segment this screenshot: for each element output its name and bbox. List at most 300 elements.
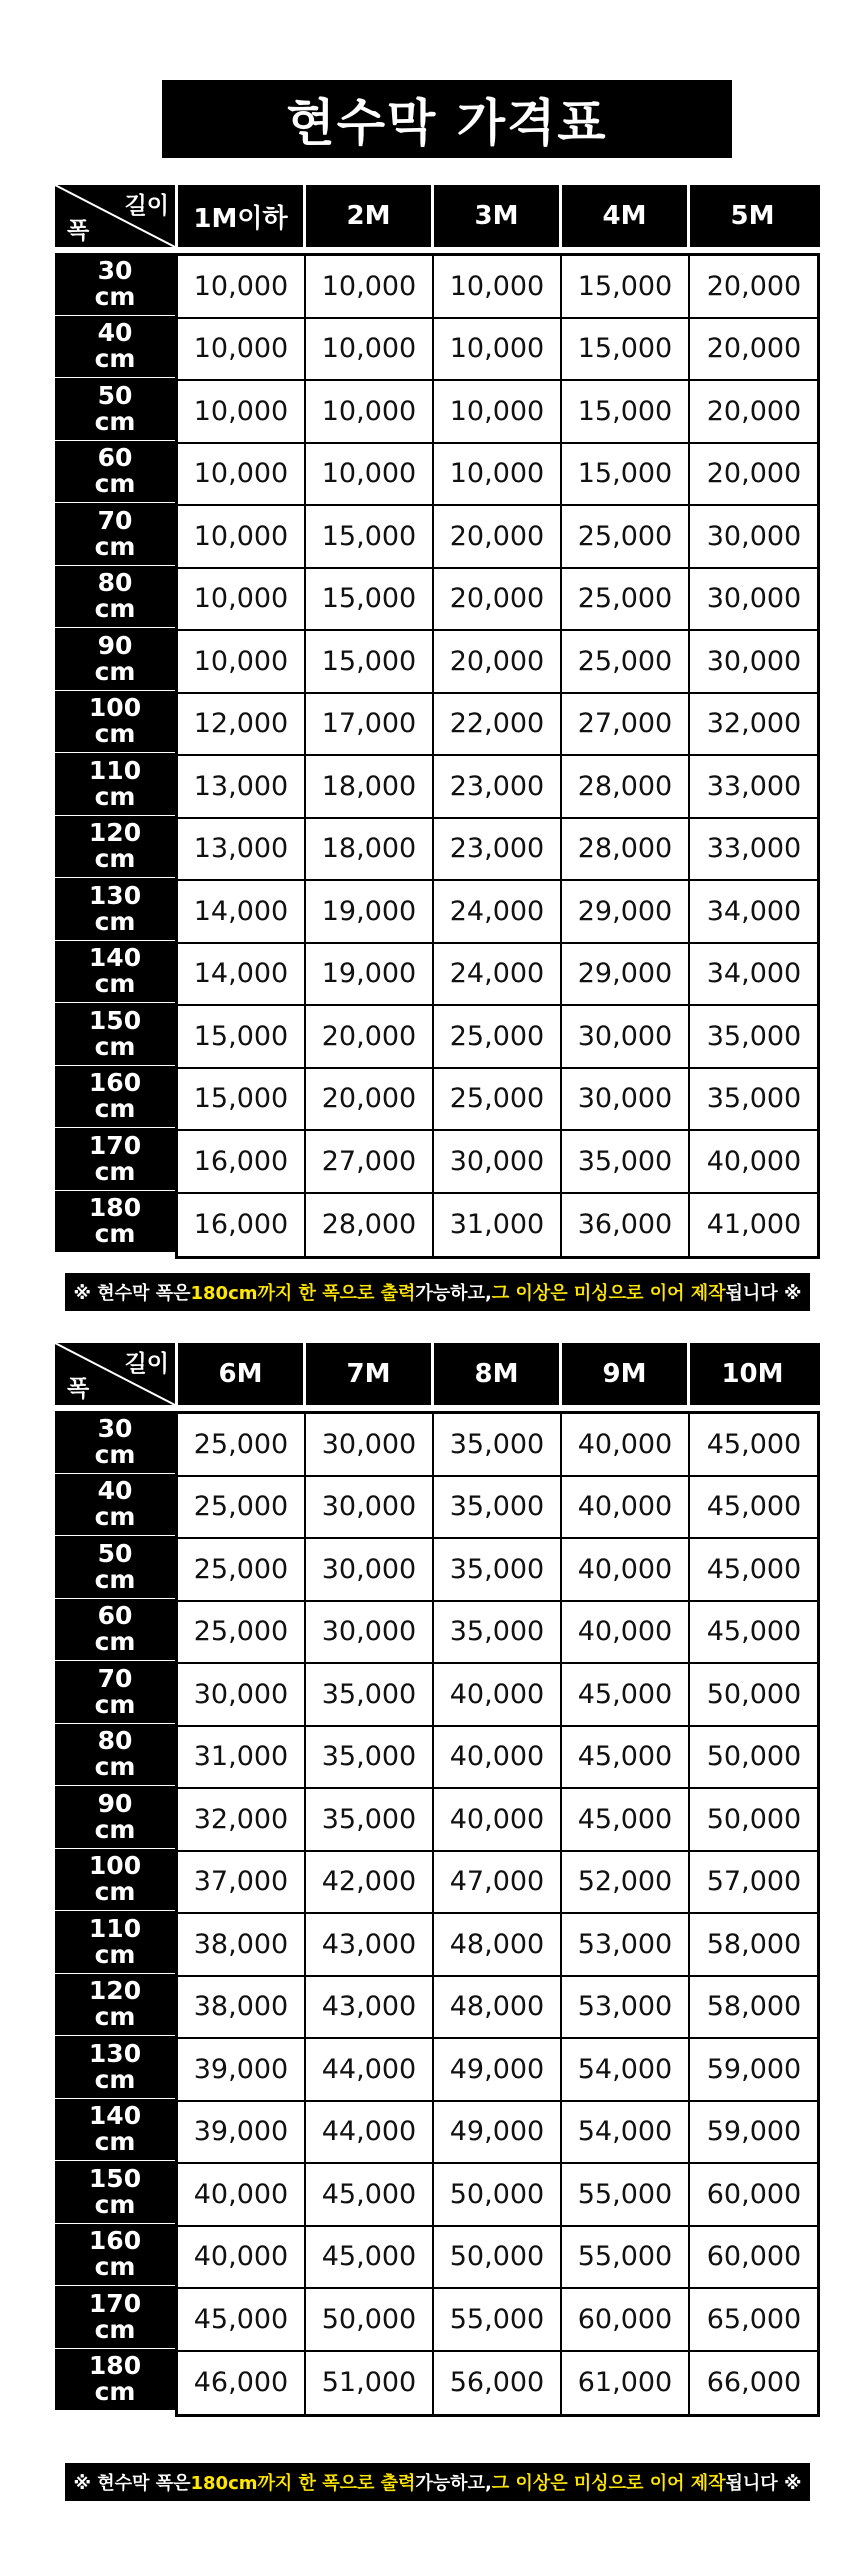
- corner-header: [55, 1343, 175, 1405]
- price-cell: 16,000: [178, 1131, 306, 1192]
- price-cell: 40,000: [434, 1664, 562, 1725]
- table-row: [178, 2164, 817, 2227]
- row-header-width: 70: [97, 1663, 133, 1693]
- price-cell: 30,000: [306, 1477, 434, 1538]
- row-header: [55, 753, 175, 816]
- table-row: [178, 444, 817, 507]
- row-header-unit: cm: [94, 2252, 136, 2282]
- price-cell: 25,000: [562, 506, 690, 567]
- notice-text: 됩니다 ※: [725, 2473, 802, 2494]
- price-cell: 35,000: [434, 1539, 562, 1600]
- price-cell: 10,000: [178, 506, 306, 567]
- price-cell: 45,000: [306, 2164, 434, 2225]
- notice-text: ※ 현수막 폭은: [73, 2473, 191, 2494]
- row-header: [55, 566, 175, 629]
- row-header: [55, 1599, 175, 1662]
- row-header: [55, 316, 175, 379]
- row-header-unit: cm: [94, 1814, 136, 1844]
- row-header-unit: cm: [94, 1627, 136, 1657]
- price-cell: 40,000: [178, 2164, 306, 2225]
- price-cell: 28,000: [562, 756, 690, 817]
- price-cell: 15,000: [562, 381, 690, 442]
- row-header-width: 180: [88, 2351, 142, 2381]
- price-cell: 35,000: [306, 1727, 434, 1788]
- price-cell: 45,000: [562, 1727, 690, 1788]
- price-cell: 50,000: [706, 1741, 802, 1773]
- row-header-width: 80: [97, 1726, 133, 1756]
- price-cell: 37,000: [178, 1852, 306, 1913]
- row-header-unit: cm: [94, 1502, 136, 1532]
- table-row: [178, 1131, 817, 1194]
- price-cell: 40,000: [178, 2227, 306, 2288]
- row-header-width: 170: [88, 2288, 142, 2318]
- price-cell: 55,000: [562, 2227, 690, 2288]
- column-header-row: [55, 185, 820, 247]
- row-header-width: 150: [88, 2163, 142, 2193]
- price-cell: 50,000: [706, 1803, 802, 1835]
- price-cell: 60,000: [706, 2178, 802, 2210]
- price-cell: 30,000: [306, 1414, 434, 1475]
- column-header: 2M: [303, 185, 431, 247]
- row-header-width: 120: [88, 818, 142, 848]
- row-header-unit: cm: [94, 719, 136, 749]
- price-cell: 30,000: [306, 1602, 434, 1663]
- price-cell: 31,000: [178, 1727, 306, 1788]
- price-cell: 40,000: [562, 1414, 690, 1475]
- corner-length-label: 길이: [124, 1351, 169, 1377]
- row-header: [55, 1911, 175, 1974]
- price-cell: 10,000: [306, 319, 434, 380]
- price-cell: 40,000: [562, 1477, 690, 1538]
- table-row: [178, 881, 817, 944]
- row-header: [55, 1974, 175, 2037]
- row-header-unit: cm: [94, 1877, 136, 1907]
- table-row: [178, 1602, 817, 1665]
- price-cell: 65,000: [706, 2303, 802, 2335]
- price-cell: 29,000: [562, 881, 690, 942]
- row-header-width: 80: [97, 568, 133, 598]
- corner-header: [55, 185, 175, 247]
- column-header: 9M: [559, 1343, 687, 1405]
- price-cell: 57,000: [706, 1866, 802, 1898]
- price-cell: 18,000: [306, 819, 434, 880]
- price-cell: 30,000: [178, 1664, 306, 1725]
- price-cell: 40,000: [706, 1145, 802, 1177]
- table-row: [178, 1914, 817, 1977]
- row-header: [55, 2099, 175, 2162]
- table-row: [178, 1789, 817, 1852]
- price-cell: 20,000: [706, 395, 802, 427]
- price-cell: 25,000: [434, 1006, 562, 1067]
- price-cell: 27,000: [562, 694, 690, 755]
- row-header: [55, 441, 175, 504]
- row-header-column: [55, 1411, 175, 2417]
- price-cell: 42,000: [306, 1852, 434, 1913]
- row-header-unit: cm: [94, 1219, 136, 1249]
- row-header: [55, 1128, 175, 1191]
- row-header-unit: cm: [94, 1094, 136, 1124]
- row-header-width: 30: [97, 255, 133, 285]
- table-row: [178, 1539, 817, 1602]
- row-header-unit: cm: [94, 844, 136, 874]
- column-header: 5M: [687, 185, 815, 247]
- table-row: [178, 2352, 817, 2415]
- notice-text: 됩니다 ※: [725, 1283, 802, 1304]
- price-cell: 18,000: [306, 756, 434, 817]
- row-header-unit: cm: [94, 2189, 136, 2219]
- price-cell: 25,000: [434, 1069, 562, 1130]
- price-cell: 45,000: [562, 1664, 690, 1725]
- table-body: [55, 253, 820, 1259]
- price-cell: 10,000: [434, 444, 562, 505]
- row-header-unit: cm: [94, 594, 136, 624]
- price-cell: 47,000: [434, 1852, 562, 1913]
- notice-text: ※ 현수막 폭은: [73, 1283, 191, 1304]
- row-header: [55, 2161, 175, 2224]
- price-cell: 25,000: [562, 631, 690, 692]
- price-cell: 35,000: [706, 1020, 802, 1052]
- price-cell: 13,000: [178, 819, 306, 880]
- price-cell: 58,000: [706, 1928, 802, 1960]
- table-row: [178, 2039, 817, 2102]
- price-cell: 59,000: [706, 2116, 802, 2148]
- price-cell: 45,000: [562, 1789, 690, 1850]
- price-cell: 35,000: [434, 1602, 562, 1663]
- row-header-width: 170: [88, 1130, 142, 1160]
- row-header-unit: cm: [94, 969, 136, 999]
- notice-highlight: 180cm까지 한 폭으로 출력: [190, 2473, 416, 2494]
- price-cell: 20,000: [306, 1069, 434, 1130]
- price-cell: 23,000: [434, 756, 562, 817]
- row-header-width: 90: [97, 630, 133, 660]
- price-cell: 32,000: [706, 708, 802, 740]
- price-cell: 39,000: [178, 2102, 306, 2163]
- price-cell: 20,000: [706, 458, 802, 490]
- table-row: [178, 1727, 817, 1790]
- price-cell: 45,000: [706, 1491, 802, 1523]
- price-cell: 10,000: [434, 256, 562, 317]
- price-cell: 10,000: [178, 569, 306, 630]
- price-cell: 23,000: [434, 819, 562, 880]
- price-cell: 50,000: [434, 2164, 562, 2225]
- column-header: 3M: [431, 185, 559, 247]
- price-cell: 24,000: [434, 881, 562, 942]
- price-cell: 17,000: [306, 694, 434, 755]
- row-header-unit: cm: [94, 656, 136, 686]
- price-cell: 28,000: [562, 819, 690, 880]
- price-grid: [175, 1411, 820, 2417]
- column-header: 1M이하: [175, 185, 303, 247]
- notice-banner-2: [65, 2463, 810, 2501]
- table-row: [178, 631, 817, 694]
- row-header-width: 90: [97, 1788, 133, 1818]
- price-cell: 15,000: [306, 631, 434, 692]
- row-header: [55, 941, 175, 1004]
- row-header: [55, 2036, 175, 2099]
- row-header-unit: cm: [94, 406, 136, 436]
- price-cell: 43,000: [306, 1977, 434, 2038]
- price-cell: 46,000: [178, 2352, 306, 2415]
- table-row: [178, 1477, 817, 1540]
- price-cell: 52,000: [562, 1852, 690, 1913]
- price-cell: 60,000: [562, 2289, 690, 2350]
- notice-highlight: 그 이상은 미싱으로 이어 제작: [491, 1283, 726, 1304]
- price-cell: 30,000: [706, 520, 802, 552]
- price-cell: 66,000: [706, 2367, 802, 2399]
- price-cell: 10,000: [178, 444, 306, 505]
- price-cell: 32,000: [178, 1789, 306, 1850]
- row-header-unit: cm: [94, 906, 136, 936]
- row-header-width: 110: [88, 1913, 142, 1943]
- table-row: [178, 381, 817, 444]
- notice-highlight: 180cm까지 한 폭으로 출력: [190, 1283, 416, 1304]
- price-cell: 10,000: [178, 381, 306, 442]
- table-row: [178, 2102, 817, 2165]
- price-cell: 30,000: [706, 645, 802, 677]
- table-row: [178, 2289, 817, 2352]
- price-cell: 38,000: [178, 1977, 306, 2038]
- row-header: [55, 1191, 175, 1254]
- notice-text: 가능하고,: [415, 1283, 492, 1304]
- price-cell: 55,000: [562, 2164, 690, 2225]
- price-cell: 15,000: [178, 1006, 306, 1067]
- price-cell: 45,000: [706, 1553, 802, 1585]
- row-header-width: 40: [97, 1476, 133, 1506]
- row-header-unit: cm: [94, 1564, 136, 1594]
- price-cell: 10,000: [178, 256, 306, 317]
- price-cell: 53,000: [562, 1914, 690, 1975]
- price-cell: 54,000: [562, 2102, 690, 2163]
- price-cell: 48,000: [434, 1914, 562, 1975]
- table-row: [178, 1852, 817, 1915]
- page-title: 현수막 가격표: [162, 80, 732, 158]
- row-header-width: 130: [88, 880, 142, 910]
- price-cell: 20,000: [306, 1006, 434, 1067]
- row-header-width: 60: [97, 1601, 133, 1631]
- table-row: [178, 756, 817, 819]
- row-header: [55, 1066, 175, 1129]
- column-header: 10M: [687, 1343, 815, 1405]
- table-row: [178, 1069, 817, 1132]
- row-header-width: 30: [97, 1413, 133, 1443]
- price-cell: 44,000: [306, 2039, 434, 2100]
- column-header: 6M: [175, 1343, 303, 1405]
- row-header-unit: cm: [94, 781, 136, 811]
- price-cell: 33,000: [706, 770, 802, 802]
- price-cell: 40,000: [434, 1789, 562, 1850]
- table-row: [178, 569, 817, 632]
- table-row: [178, 694, 817, 757]
- price-cell: 49,000: [434, 2039, 562, 2100]
- row-header-width: 50: [97, 1538, 133, 1568]
- corner-length-label: 길이: [124, 193, 169, 219]
- price-cell: 15,000: [562, 256, 690, 317]
- price-cell: 30,000: [562, 1069, 690, 1130]
- row-header-width: 130: [88, 2038, 142, 2068]
- price-cell: 40,000: [562, 1539, 690, 1600]
- row-header-width: 150: [88, 1005, 142, 1035]
- price-cell: 45,000: [706, 1428, 802, 1460]
- row-header-column: [55, 253, 175, 1259]
- price-cell: 14,000: [178, 881, 306, 942]
- row-header: [55, 1786, 175, 1849]
- row-header-width: 140: [88, 943, 142, 973]
- price-cell: 30,000: [306, 1539, 434, 1600]
- price-cell: 45,000: [706, 1616, 802, 1648]
- row-header-width: 110: [88, 755, 142, 785]
- table-row: [178, 256, 817, 319]
- price-cell: 24,000: [434, 944, 562, 1005]
- row-header-unit: cm: [94, 2314, 136, 2344]
- price-cell: 36,000: [562, 1194, 690, 1257]
- price-cell: 41,000: [706, 1209, 802, 1241]
- price-cell: 15,000: [306, 506, 434, 567]
- column-header-row: [55, 1343, 820, 1405]
- price-cell: 35,000: [706, 1083, 802, 1115]
- corner-width-label: 폭: [67, 1376, 90, 1402]
- price-cell: 10,000: [178, 631, 306, 692]
- price-cell: 43,000: [306, 1914, 434, 1975]
- price-cell: 45,000: [306, 2227, 434, 2288]
- price-cell: 28,000: [306, 1194, 434, 1257]
- price-cell: 25,000: [178, 1602, 306, 1663]
- price-cell: 35,000: [562, 1131, 690, 1192]
- price-cell: 39,000: [178, 2039, 306, 2100]
- price-cell: 35,000: [434, 1477, 562, 1538]
- row-header: [55, 1724, 175, 1787]
- row-header-unit: cm: [94, 1752, 136, 1782]
- price-cell: 50,000: [306, 2289, 434, 2350]
- row-header-width: 160: [88, 2226, 142, 2256]
- row-header-unit: cm: [94, 2064, 136, 2094]
- row-header-width: 40: [97, 318, 133, 348]
- row-header: [55, 628, 175, 691]
- price-cell: 20,000: [706, 333, 802, 365]
- row-header-unit: cm: [94, 2377, 136, 2407]
- row-header-width: 100: [88, 693, 142, 723]
- row-header-unit: cm: [94, 1439, 136, 1469]
- price-cell: 30,000: [434, 1131, 562, 1192]
- column-header: 4M: [559, 185, 687, 247]
- price-cell: 33,000: [706, 833, 802, 865]
- row-header: [55, 503, 175, 566]
- price-cell: 14,000: [178, 944, 306, 1005]
- price-cell: 49,000: [434, 2102, 562, 2163]
- row-header: [55, 1661, 175, 1724]
- row-header-unit: cm: [94, 531, 136, 561]
- corner-width-label: 폭: [67, 218, 90, 244]
- row-header-unit: cm: [94, 281, 136, 311]
- table-row: [178, 1194, 817, 1257]
- price-cell: 16,000: [178, 1194, 306, 1257]
- table-row: [178, 319, 817, 382]
- row-header: [55, 1411, 175, 1474]
- price-cell: 30,000: [562, 1006, 690, 1067]
- row-header: [55, 2286, 175, 2349]
- price-cell: 10,000: [306, 256, 434, 317]
- row-header: [55, 378, 175, 441]
- row-header-unit: cm: [94, 1156, 136, 1186]
- price-cell: 31,000: [434, 1194, 562, 1257]
- price-cell: 58,000: [706, 1991, 802, 2023]
- row-header-unit: cm: [94, 1031, 136, 1061]
- row-header: [55, 1849, 175, 1912]
- price-cell: 13,000: [178, 756, 306, 817]
- price-cell: 54,000: [562, 2039, 690, 2100]
- price-cell: 45,000: [178, 2289, 306, 2350]
- price-cell: 25,000: [178, 1539, 306, 1600]
- price-cell: 25,000: [178, 1477, 306, 1538]
- price-cell: 35,000: [306, 1664, 434, 1725]
- price-cell: 38,000: [178, 1914, 306, 1975]
- price-cell: 25,000: [178, 1414, 306, 1475]
- table-row: [178, 1414, 817, 1477]
- row-header-unit: cm: [94, 1939, 136, 1969]
- table-row: [178, 819, 817, 882]
- price-cell: 15,000: [306, 569, 434, 630]
- price-cell: 29,000: [562, 944, 690, 1005]
- price-cell: 15,000: [562, 319, 690, 380]
- price-cell: 35,000: [306, 1789, 434, 1850]
- price-cell: 27,000: [306, 1131, 434, 1192]
- price-grid: [175, 253, 820, 1259]
- row-header-unit: cm: [94, 2002, 136, 2032]
- notice-text: 가능하고,: [415, 2473, 492, 2494]
- row-header: [55, 691, 175, 754]
- price-cell: 35,000: [434, 1414, 562, 1475]
- price-cell: 12,000: [178, 694, 306, 755]
- row-header-width: 50: [97, 380, 133, 410]
- price-cell: 55,000: [434, 2289, 562, 2350]
- notice-banner-1: [65, 1273, 810, 1311]
- table-row: [178, 1977, 817, 2040]
- row-header-width: 100: [88, 1851, 142, 1881]
- row-header-width: 140: [88, 2101, 142, 2131]
- row-header-width: 60: [97, 443, 133, 473]
- price-cell: 20,000: [434, 631, 562, 692]
- price-cell: 10,000: [306, 444, 434, 505]
- table-row: [178, 1664, 817, 1727]
- row-header-width: 120: [88, 1976, 142, 2006]
- price-cell: 40,000: [562, 1602, 690, 1663]
- row-header: [55, 878, 175, 941]
- price-cell: 50,000: [706, 1678, 802, 1710]
- price-cell: 34,000: [706, 895, 802, 927]
- table-row: [178, 506, 817, 569]
- price-cell: 10,000: [434, 319, 562, 380]
- table-body: [55, 1411, 820, 2417]
- price-cell: 44,000: [306, 2102, 434, 2163]
- price-cell: 22,000: [434, 694, 562, 755]
- price-cell: 15,000: [178, 1069, 306, 1130]
- table-row: [178, 1006, 817, 1069]
- row-header-width: 70: [97, 505, 133, 535]
- price-cell: 25,000: [562, 569, 690, 630]
- price-cell: 50,000: [434, 2227, 562, 2288]
- price-cell: 10,000: [306, 381, 434, 442]
- price-cell: 15,000: [562, 444, 690, 505]
- price-cell: 20,000: [434, 506, 562, 567]
- price-cell: 56,000: [434, 2352, 562, 2415]
- row-header-width: 160: [88, 1068, 142, 1098]
- price-cell: 51,000: [306, 2352, 434, 2415]
- row-header-unit: cm: [94, 1689, 136, 1719]
- row-header-unit: cm: [94, 469, 136, 499]
- price-table-1: [55, 185, 820, 1259]
- price-cell: 60,000: [706, 2241, 802, 2273]
- row-header: [55, 2349, 175, 2412]
- row-header: [55, 1003, 175, 1066]
